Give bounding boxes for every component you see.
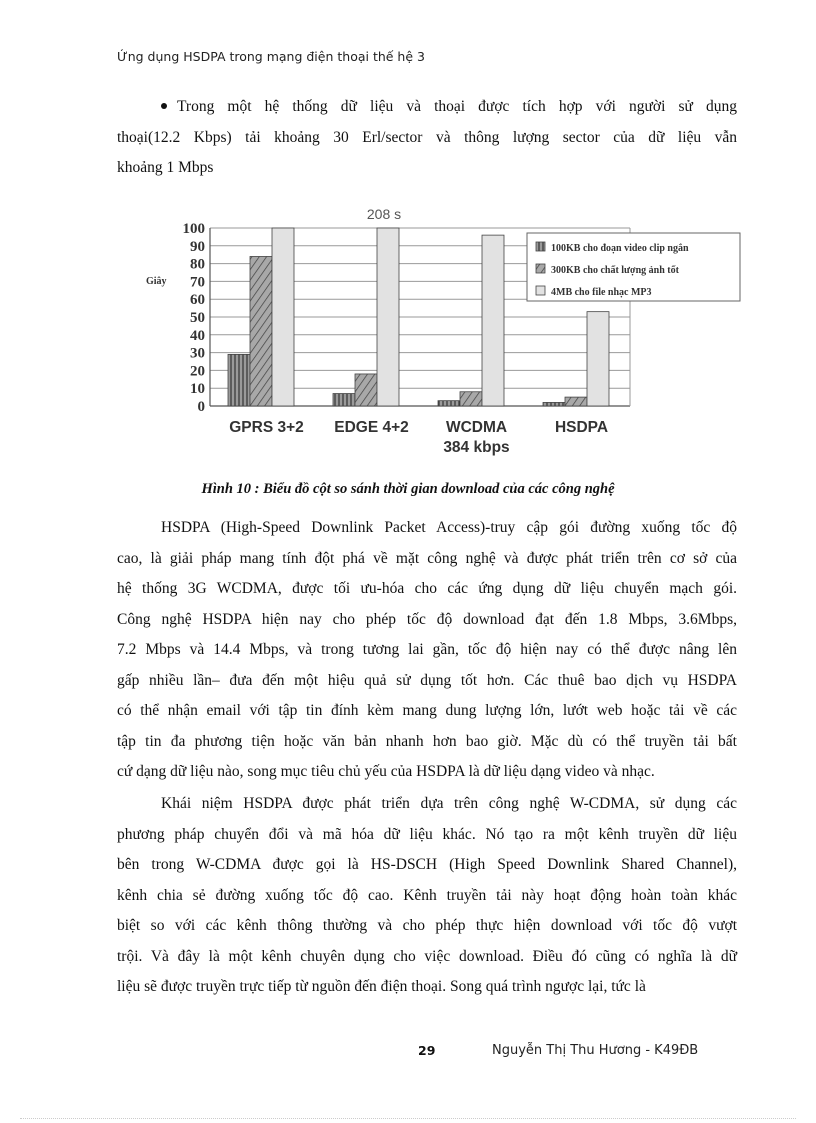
para2-line: biệt so với các kênh thông thường và cho phép thực hiện download với tốc độ vượt (117, 917, 737, 934)
y-tick-label: 70 (190, 274, 205, 291)
bar-2 (565, 397, 587, 406)
bar-1 (543, 402, 565, 406)
y-tick-label: 20 (190, 363, 205, 380)
y-tick-label: 40 (190, 327, 205, 344)
para2-line: bên trong W-CDMA được gọi là HS-DSCH (High Speed Downlink Shared Channel), (117, 856, 737, 873)
y-tick-label: 60 (190, 292, 205, 309)
figure-caption: Hình 10 : Biểu đồ cột so sánh thời gian download của các công nghệ (201, 481, 615, 497)
para1-line: có thể nhận email với tập tin đính kèm mang dung lượng lớn, lướt web hoặc tải về các (117, 702, 737, 719)
page-number: 29 (418, 1043, 436, 1058)
paragraph-1 (117, 513, 737, 788)
paragraph-2 (117, 789, 737, 1003)
page-bottom-divider (20, 1118, 796, 1119)
bar-2 (250, 256, 272, 406)
para1-line: cao, là giải pháp mang tính đột phá về mặt công nghệ và được phát triển trên cơ sở của (117, 549, 737, 567)
para1-line: hệ thống 3G WCDMA, được tối ưu-hóa cho các ứng dụng dữ liệu chuyển mạch gói. (117, 580, 737, 597)
x-tick-label: GPRS 3+2 (229, 419, 304, 436)
legend-swatch (536, 286, 545, 295)
para2-line: trội. Và đây là một kênh chuyên dụng cho việc download. Điều đó cũng có nghĩa là dữ (117, 947, 737, 965)
bar-1 (228, 354, 250, 406)
bar-3 (587, 312, 609, 406)
y-tick-label: 30 (190, 345, 205, 362)
bar-3 (272, 228, 294, 406)
bar-1 (333, 394, 355, 406)
bar-1 (438, 401, 460, 406)
x-tick-sublabel: 384 kbps (443, 439, 510, 456)
legend-label: 4MB cho file nhạc MP3 (551, 287, 652, 298)
para1-line: tập tin đa phương tiện hoặc văn bản nhanh hơn bao giờ. Mặc dù có thể truyền tải bất (117, 732, 737, 750)
x-tick-label: EDGE 4+2 (334, 419, 409, 436)
intro-line-2: thoại(12.2 Kbps) tải khoảng 30 Erl/sector và thông lượng sector của dữ liệu vẫn (117, 128, 737, 146)
para2-line: Khái niệm HSDPA được phát triển dựa trên công nghệ W-CDMA, sử dụng các (161, 795, 737, 812)
para1-line: Công nghệ HSDPA hiện nay cho phép tốc độ download đạt đến 1.8 Mbps, 3.6Mbps, (117, 610, 737, 628)
intro-bullet (117, 92, 737, 184)
para2-line: phương pháp chuyển đổi và mã hóa dữ liệu khác. Nó tạo ra một kênh truyền dữ liệu (117, 825, 737, 843)
para2-line: liệu sẽ được truyền trực tiếp từ nguồn đến điện thoại. Song quá trình ngược lại, tức là (117, 978, 646, 995)
para1-line: HSDPA (High-Speed Downlink Packet Access)-truy cập gói đường xuống tốc độ (161, 519, 737, 536)
y-tick-label: 50 (190, 310, 205, 326)
x-tick-label: HSDPA (554, 419, 609, 436)
legend-label: 300KB cho chất lượng ảnh tốt (551, 265, 679, 276)
legend-label: 100KB cho đoạn video clip ngắn (551, 243, 689, 254)
para1-line: gấp nhiều lần– đưa đến một hiệu quả sử dụng tốt hơn. Các thuê bao dịch vụ HSDPA (117, 671, 737, 689)
bar-3 (482, 235, 504, 406)
para1-line: cứ dạng dữ liệu nào, song mục tiêu chủ yếu của HSDPA là dữ liệu dạng video và nhạc. (117, 763, 655, 780)
y-tick-label: 80 (190, 256, 205, 273)
download-time-chart (130, 200, 750, 470)
overflow-annotation: 208 s (366, 206, 402, 222)
page-header: Ứng dụng HSDPA trong mạng điện thoại thế hệ 3 (117, 49, 425, 64)
para2-line: kênh chia sẻ đường xuống tốc độ cao. Kênh truyền tải này hoạt động hoàn toàn khác (117, 886, 737, 904)
y-tick-label: 90 (190, 238, 205, 255)
x-tick-label: WCDMA (445, 419, 508, 436)
y-tick-label: 0 (197, 399, 205, 415)
legend-swatch (536, 242, 545, 251)
y-tick-label: 100 (182, 221, 205, 237)
y-axis-label: Giây (146, 276, 167, 287)
bullet-icon (161, 103, 167, 109)
bar-2 (355, 374, 377, 406)
y-tick-label: 10 (190, 381, 205, 398)
para1-line: 7.2 Mbps và 14.4 Mbps, và trong tương lai gần, tốc độ hiện nay có thể được nâng lên (117, 641, 737, 658)
legend-swatch (536, 264, 545, 273)
bar-2 (460, 392, 482, 406)
intro-line-3: khoảng 1 Mbps (117, 159, 214, 176)
bar-3 (377, 228, 399, 406)
intro-line-1: Trong một hệ thống dữ liệu và thoại được tích hợp với người sử dụng (117, 92, 737, 123)
footer-author: Nguyễn Thị Thu Hương - K49ĐB (492, 1043, 699, 1058)
